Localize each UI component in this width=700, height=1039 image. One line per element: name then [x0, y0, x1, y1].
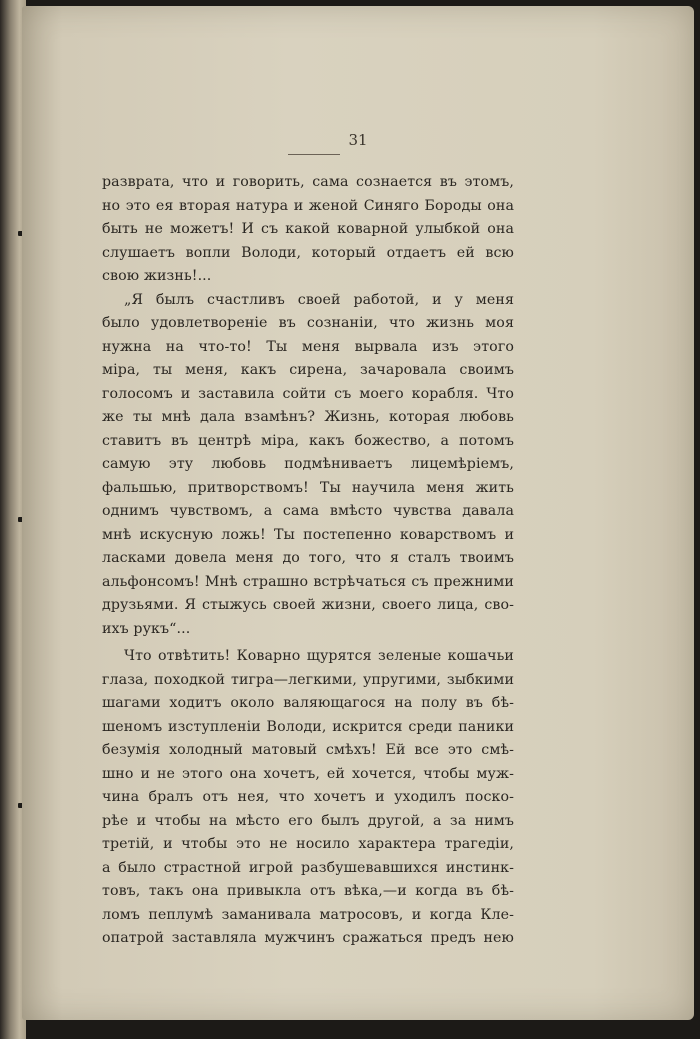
text-line: третiй, и чтобы это не носило характера трагедiи, — [102, 836, 514, 852]
text-line: ихъ рукъ“... — [102, 620, 191, 637]
text-line: „Я былъ счастливъ своей работой, и у меня — [124, 291, 514, 308]
text-line: Что отвѣтить! Коварно щурятся зеленые кошачьи — [124, 648, 514, 664]
text-line: альфонсомъ! Мнѣ страшно встрѣчаться съ прежними — [102, 573, 514, 590]
text-line: слушаетъ вопли Володи, который отдаетъ ей всю — [102, 244, 514, 261]
text-line: свою жизнь!... — [102, 268, 212, 284]
text-line: ломъ пеплумѣ заманивала матросовъ, и когда Кле- — [102, 906, 514, 923]
text-line: чина бралъ отъ нея, что хочетъ и уходилъ поско- — [102, 789, 514, 805]
text-line: рѣе и чтобы на мѣсто его былъ другой, а за нимъ — [102, 812, 514, 829]
text-line: опатрой заставляла мужчинъ сражаться предъ нею — [102, 930, 514, 946]
body-text — [102, 171, 514, 951]
text-line: мiра, ты меня, какъ сирена, зачаровала своимъ — [102, 362, 514, 378]
page-number: 31 — [348, 131, 368, 149]
text-line: было удовлетворенiе въ сознанiи, что жизнь моя — [102, 315, 514, 331]
text-line: безумiя холодный матовый смѣхъ! Ей все это смѣ- — [102, 742, 514, 758]
text-line: ласками довела меня до того, что я сталъ твоимъ — [102, 550, 514, 566]
text-line: а было страстной игрой разбушевавшихся инстинк- — [102, 859, 514, 876]
book-page — [22, 6, 694, 1020]
text-line: быть не можетъ! И съ какой коварной улыбкой она — [102, 221, 514, 237]
text-line: друзьями. Я стыжусь своей жизни, своего лица, сво- — [102, 597, 514, 613]
text-line: фальшью, притворствомъ! Ты научила меня жить — [102, 479, 514, 496]
text-line: же ты мнѣ дала взамѣнъ? Жизнь, которая любовь — [102, 409, 514, 425]
text-line: шно и не этого она хочетъ, ей хочется, чтобы муж- — [102, 765, 514, 782]
text-line: мнѣ искусную ложь! Ты постепенно коварствомъ и — [102, 526, 514, 543]
page-number-rule — [288, 154, 340, 155]
text-line: глаза, походкой тигра—легкими, упругими, зыбкими — [102, 671, 514, 688]
text-line: ставитъ въ центрѣ мiра, какъ божество, а потомъ — [102, 432, 514, 449]
text-line: шеномъ изступленiи Володи, искрится среди паники — [102, 718, 514, 735]
text-line: самую эту любовь подмѣниваетъ лицемѣрiемъ, — [102, 456, 514, 472]
text-line: однимъ чувствомъ, а сама вмѣсто чувства давала — [102, 503, 514, 519]
text-line: шагами ходитъ около валяющагося на полу въ бѣ- — [102, 695, 514, 711]
text-line: разврата, что и говорить, сама сознается въ этомъ, — [102, 174, 514, 190]
text-line: товъ, такъ она привыкла отъ вѣка,—и когда въ бѣ- — [102, 883, 514, 899]
text-line: голосомъ и заставила сойти съ моего корабля. Что — [102, 385, 514, 402]
text-line: нужна на что-то! Ты меня вырвала изъ этого — [102, 338, 514, 355]
text-line: но это ея вторая натура и женой Синяго Бороды она — [102, 197, 514, 214]
